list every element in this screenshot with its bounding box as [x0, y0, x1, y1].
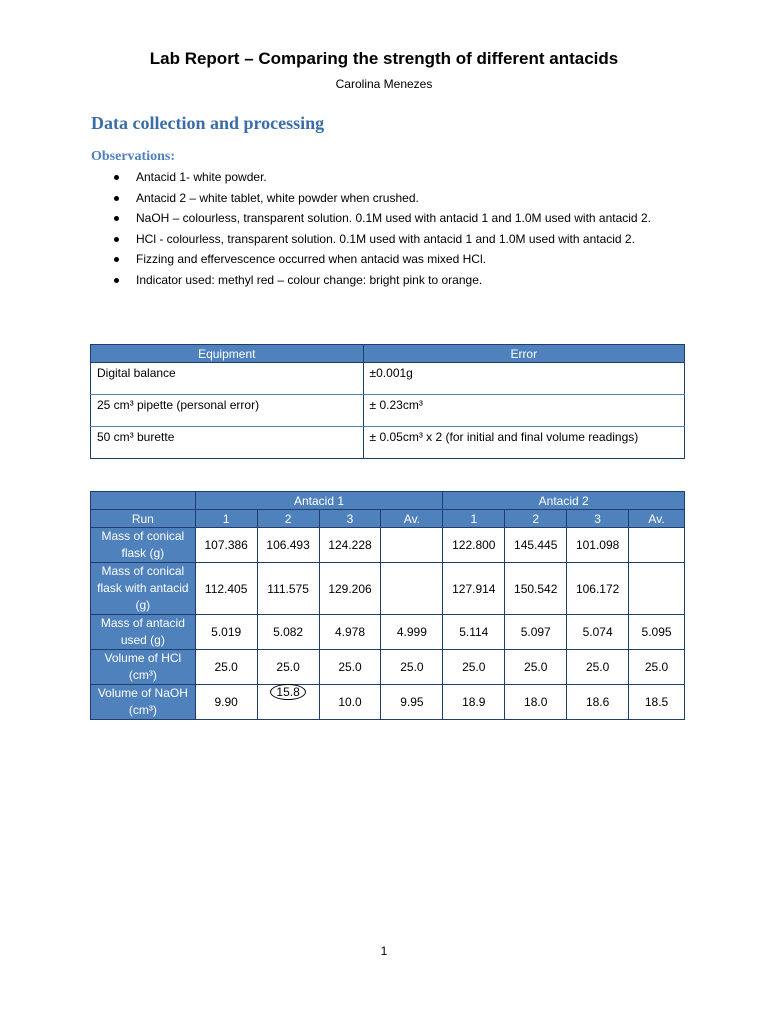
- table-cell: 101.098: [567, 528, 629, 563]
- antacid-data-table: [90, 491, 685, 720]
- equipment-cell: 25 cm³ pipette (personal error): [91, 395, 364, 427]
- observation-item: HCl - colourless, transparent solution. 0.1M used with antacid 1 and 1.0M used with antacid 2.: [111, 229, 671, 250]
- equipment-cell: Digital balance: [91, 363, 364, 395]
- table-row: [91, 528, 685, 563]
- observation-item: NaOH – colourless, transparent solution. 0.1M used with antacid 1 and 1.0M used with antacid 2.: [111, 208, 671, 229]
- row-header: Mass of conical flask (g): [91, 528, 196, 563]
- equipment-cell: 50 cm³ burette: [91, 427, 364, 459]
- table-row: [91, 363, 685, 395]
- run-header: 3: [319, 510, 381, 528]
- table-cell: 25.0: [257, 650, 319, 685]
- run-header-row: [91, 510, 685, 528]
- table-cell: 9.95: [381, 685, 443, 720]
- row-header: Volume of HCl (cm³): [91, 650, 196, 685]
- group-header-row: [91, 492, 685, 510]
- run-header: 1: [195, 510, 257, 528]
- table-cell: 5.082: [257, 615, 319, 650]
- error-cell: ±0.001g: [363, 363, 684, 395]
- table-cell: 4.978: [319, 615, 381, 650]
- column-header-equipment: Equipment: [91, 345, 364, 363]
- table-cell: 25.0: [629, 650, 685, 685]
- observation-item: Antacid 1- white powder.: [111, 167, 671, 188]
- run-header: 2: [257, 510, 319, 528]
- table-cell: 5.019: [195, 615, 257, 650]
- report-title: Lab Report – Comparing the strength of different antacids: [149, 49, 619, 68]
- table-cell: 18.0: [505, 685, 567, 720]
- error-cell: ± 0.05cm³ x 2 (for initial and final volume readings): [363, 427, 684, 459]
- table-cell: 5.114: [443, 615, 505, 650]
- table-cell: 127.914: [443, 563, 505, 615]
- blank-header: [91, 492, 196, 510]
- table-cell: 5.097: [505, 615, 567, 650]
- table-cell: 25.0: [443, 650, 505, 685]
- table-cell: 25.0: [319, 650, 381, 685]
- circled-outlier-value: 15.8: [270, 684, 305, 700]
- group-header-antacid-1: Antacid 1: [195, 492, 443, 510]
- table-cell: 18.9: [443, 685, 505, 720]
- table-row: [91, 395, 685, 427]
- observations-heading: Observations:: [91, 149, 175, 164]
- run-header: 2: [505, 510, 567, 528]
- run-header: Av.: [629, 510, 685, 528]
- table-cell: 4.999: [381, 615, 443, 650]
- table-cell: 25.0: [567, 650, 629, 685]
- table-cell: 5.095: [629, 615, 685, 650]
- table-cell: 18.5: [629, 685, 685, 720]
- table-cell: 25.0: [381, 650, 443, 685]
- table-cell: 25.0: [195, 650, 257, 685]
- run-header: 1: [443, 510, 505, 528]
- section-heading: Data collection and processing: [91, 113, 325, 133]
- table-row: [91, 685, 685, 720]
- author-name: Carolina Menezes: [335, 77, 433, 91]
- table-cell: 25.0: [505, 650, 567, 685]
- row-header: Volume of NaOH (cm³): [91, 685, 196, 720]
- table-cell: 150.542: [505, 563, 567, 615]
- table-cell: 124.228: [319, 528, 381, 563]
- table-cell: 9.90: [195, 685, 257, 720]
- observation-item: Fizzing and effervescence occurred when antacid was mixed HCl.: [111, 249, 671, 270]
- table-row: [91, 615, 685, 650]
- table-cell: 10.0: [319, 685, 381, 720]
- run-header: Av.: [381, 510, 443, 528]
- group-header-antacid-2: Antacid 2: [443, 492, 685, 510]
- table-row: [91, 650, 685, 685]
- observations-list: [111, 167, 671, 290]
- table-cell: [629, 528, 685, 563]
- page-number: 1: [380, 944, 388, 958]
- run-header: 3: [567, 510, 629, 528]
- table-cell: 18.6: [567, 685, 629, 720]
- row-header: Mass of antacid used (g): [91, 615, 196, 650]
- table-row: [91, 563, 685, 615]
- table-cell: [381, 563, 443, 615]
- column-header-error: Error: [363, 345, 684, 363]
- error-cell: ± 0.23cm³: [363, 395, 684, 427]
- table-cell: 111.575: [257, 563, 319, 615]
- run-label: Run: [91, 510, 196, 528]
- equipment-error-table: [90, 344, 685, 459]
- row-header: Mass of conical flask with antacid (g): [91, 563, 196, 615]
- table-cell: 107.386: [195, 528, 257, 563]
- table-cell: 145.445: [505, 528, 567, 563]
- table-cell: [381, 528, 443, 563]
- table-cell: [629, 563, 685, 615]
- table-row: [91, 427, 685, 459]
- table-cell: 106.493: [257, 528, 319, 563]
- table-cell: 112.405: [195, 563, 257, 615]
- table-cell: 122.800: [443, 528, 505, 563]
- table-cell: [257, 685, 319, 720]
- observation-item: Indicator used: methyl red – colour change: bright pink to orange.: [111, 270, 671, 291]
- table-cell: 129.206: [319, 563, 381, 615]
- table-header-row: [91, 345, 685, 363]
- table-cell: 5.074: [567, 615, 629, 650]
- observation-item: Antacid 2 – white tablet, white powder when crushed.: [111, 188, 671, 209]
- table-cell: 106.172: [567, 563, 629, 615]
